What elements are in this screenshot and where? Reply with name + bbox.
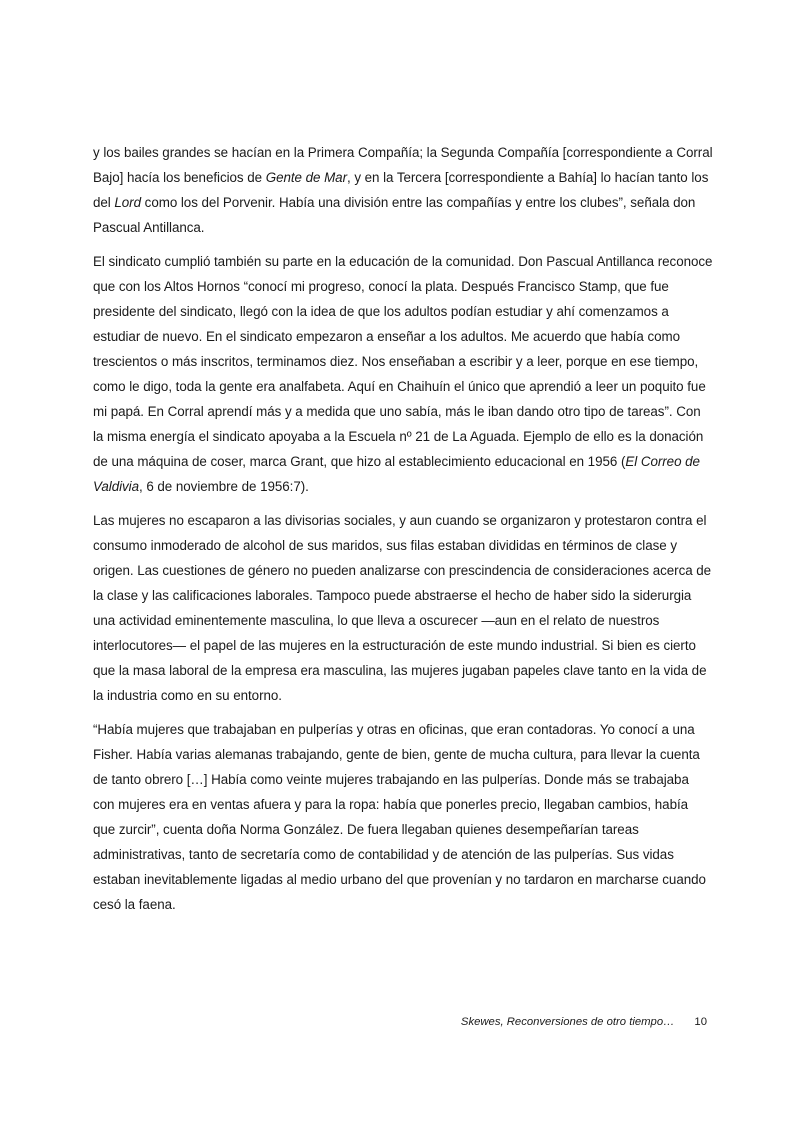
paragraph-4 [93, 717, 713, 917]
document-body [93, 140, 713, 926]
page-footer [461, 1014, 707, 1030]
text-run: “Había mujeres que trabajaban en pulperías y otras en oficinas, que eran contadoras. Yo conocí a una Fisher. Había varias alemanas trabajando, gente de bien, gente de mucha cultura, para llevar la cuenta de tanto obrero […] Había como veinte mujeres trabajando en las pulperías. Donde más se trabajaba con mujeres era en ventas afuera y para la ropa: había que ponerles precio, llegaban cambios, había que zurcir”, cuenta doña Norma González. De fuera llegaban quienes desempeñarían tareas administrativas, tanto de secretaría como de contabilidad y de atención de las pulperías. Sus vidas estaban inevitablemente ligadas al medio urbano del que provenían y no tardaron en marcharse cuando cesó la faena. [93, 722, 706, 912]
italic-text: El Correo de Valdivia [93, 454, 700, 494]
page-number: 10 [694, 1016, 707, 1028]
italic-text: Gente de Mar [265, 170, 347, 185]
paragraph-2 [93, 249, 713, 499]
text-run: como los del Porvenir. Había una división entre las compañías y entre los clubes”, señala don Pascual Antillanca. [93, 195, 696, 235]
footer-citation: Skewes, Reconversiones de otro tiempo… [460, 1016, 675, 1028]
text-run: El sindicato cumplió también su parte en la educación de la comunidad. Don Pascual Antillanca reconoce que con los Altos Hornos “conocí mi progreso, conocí la plata. Después Francisco Stamp, que fue presidente del sindicato, llegó con la idea de que los adultos podían estudiar y ahí comenzamos a estudiar de nuevo. En el sindicato empezaron a enseñar a los adultos. Me acuerdo que había como trescientos o más inscritos, terminamos diez. Nos enseñaban a escribir y a leer, porque en ese tiempo, como le digo, toda la gente era analfabeta. Aquí en Chaihuín el único que aprendió a leer un poquito fue mi papá. En Corral aprendí más y a medida que uno sabía, más le iban dando otro tipo de tareas”. Con la misma energía el sindicato apoyaba a la Escuela nº 21 de La Aguada. Ejemplo de ello es la donación de una máquina de coser, marca Grant, que hizo al establecimiento educacional en 1956 ( [93, 254, 713, 469]
text-run: y los bailes grandes se hacían en la Primera Compañía; la Segunda Compañía [correspondiente a Corral Bajo] hacía los beneficios de [93, 145, 713, 185]
paragraph-1 [93, 140, 713, 240]
paragraph-3 [93, 508, 713, 708]
text-run: Las mujeres no escaparon a las divisorias sociales, y aun cuando se organizaron y protestaron contra el consumo inmoderado de alcohol de sus maridos, sus filas estaban divididas en términos de clase y origen. Las cuestiones de género no pueden analizarse con prescindencia de consideraciones acerca de la clase y las calificaciones laborales. Tampoco puede abstraerse el hecho de haber sido la siderurgia una actividad eminentemente masculina, lo que lleva a oscurecer —aun en el relato de nuestros interlocutores— el papel de las mujeres en la estructuración de este mundo industrial. Si bien es cierto que la masa laboral de la empresa era masculina, las mujeres jugaban papeles clave tanto en la vida de la industria como en su entorno. [93, 513, 712, 703]
text-run: , y en la Tercera [correspondiente a Bahía] lo hacían tanto los del [93, 170, 709, 210]
text-run: , 6 de noviembre de 1956:7). [139, 479, 309, 494]
italic-text: Lord [114, 195, 141, 210]
